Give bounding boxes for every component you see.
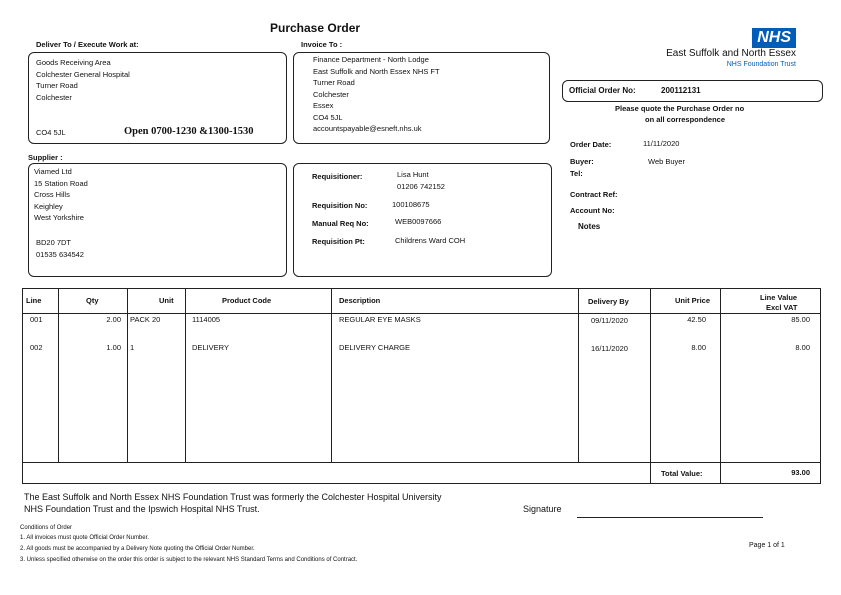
header-delivery-by: Delivery By: [588, 297, 629, 306]
notes-label: Notes: [578, 222, 601, 231]
invoice-email: accountspayable@esneft.nhs.uk: [313, 124, 422, 133]
header-line: Line: [26, 296, 42, 305]
requisition-no-label: Requisition No:: [312, 201, 368, 210]
invoice-to-address: [313, 54, 440, 135]
signature-line: [577, 517, 763, 518]
supplier-postcode: BD20 7DT: [36, 238, 72, 247]
requisition-pt-label: Requisition Pt:: [312, 237, 365, 246]
conditions-title: Conditions of Order: [20, 525, 73, 531]
address-line: Cross Hills: [34, 190, 70, 199]
column-divider: [331, 288, 332, 462]
row-2-code: DELIVERY: [192, 343, 229, 352]
address-line: East Suffolk and North Essex NHS FT: [313, 66, 440, 76]
supplier-box: [28, 163, 287, 277]
supplier-label: Supplier :: [28, 153, 63, 162]
order-number: 200112131: [661, 86, 701, 95]
requisitioner-phone: 01206 742152: [397, 182, 445, 191]
order-date: 11/11/2020: [643, 139, 680, 148]
column-divider: [185, 288, 186, 462]
quote-note-2: on all correspondence: [645, 115, 726, 124]
open-hours: Open 0700-1230 &1300-1530: [124, 126, 254, 137]
manual-req-no: WEB0097666: [395, 217, 442, 226]
row-1-line: 001: [30, 315, 43, 324]
address-line: Colchester: [36, 92, 72, 102]
row-2-qty: 1.00: [106, 343, 121, 352]
address-line: 15 Station Road: [34, 178, 88, 188]
condition-1: 1. All invoices must quote Official Order Number.: [20, 535, 149, 541]
address-line: Goods Receiving Area: [36, 58, 111, 67]
row-1-price: 42.50: [687, 315, 706, 324]
column-divider: [720, 288, 721, 484]
address-line: Finance Department - North Lodge: [313, 55, 429, 64]
table-total-divider: [22, 462, 821, 463]
requisitioner: Lisa Hunt: [397, 170, 429, 179]
order-number-box: [562, 80, 823, 102]
header-unit-price: Unit Price: [675, 296, 711, 305]
supplier-name: Viamed Ltd: [34, 167, 72, 176]
row-2-price: 8.00: [691, 343, 706, 352]
buyer: Web Buyer: [648, 157, 685, 166]
nhs-badge: NHS: [752, 28, 796, 48]
condition-2: 2. All goods must be accompanied by a Delivery Note quoting the Official Order Number.: [20, 546, 255, 552]
requisitioner-label: Requisitioner:: [312, 172, 363, 181]
row-2-unit: 1: [130, 343, 135, 352]
requisition-box: [293, 163, 552, 277]
row-1-value: 85.00: [791, 315, 810, 324]
header-unit: Unit: [159, 296, 174, 305]
header-qty: Qty: [86, 296, 99, 305]
quote-note-1: Please quote the Purchase Order no: [615, 104, 745, 113]
buyer-label: Buyer:: [570, 157, 594, 166]
table-header-divider: [22, 313, 821, 314]
deliver-to-postcode: CO4 5JL: [36, 128, 66, 137]
tel-label: Tel:: [570, 169, 583, 178]
deliver-to-box: [28, 52, 287, 144]
address-line: Turner Road: [36, 81, 78, 90]
logo-sub-name: NHS Foundation Trust: [726, 61, 796, 68]
deliver-to-address: [36, 57, 130, 103]
address-line: Colchester General Hospital: [36, 69, 130, 79]
invoice-to-box: [293, 52, 550, 144]
row-2-line: 002: [30, 343, 43, 352]
address-line: West Yorkshire: [34, 213, 84, 222]
signature-label: Signature: [523, 504, 562, 514]
row-1-code: 1114005: [192, 315, 221, 324]
contract-ref-label: Contract Ref:: [570, 190, 618, 199]
total-label: Total Value:: [661, 469, 703, 478]
deliver-to-label: Deliver To / Execute Work at:: [36, 40, 139, 49]
address-line: Turner Road: [313, 78, 355, 87]
supplier-phone: 01535 634542: [36, 250, 84, 259]
requisition-pt: Childrens Ward COH: [395, 236, 466, 245]
header-excl-vat: Excl VAT: [766, 303, 798, 312]
column-divider: [578, 288, 579, 462]
page-number: Page 1 of 1: [749, 542, 785, 549]
page-title: Purchase Order: [270, 21, 361, 35]
row-1-delivery: 09/11/2020: [591, 316, 628, 325]
column-divider: [650, 288, 651, 484]
row-2-description: DELIVERY CHARGE: [339, 343, 410, 352]
header-line-value: Line Value: [760, 293, 798, 302]
invoice-to-label: Invoice To :: [301, 40, 343, 49]
row-1-qty: 2.00: [106, 315, 121, 324]
manual-req-label: Manual Req No:: [312, 219, 369, 228]
condition-3: 3. Unless specified otherwise on the order this order is subject to the relevant NHS Standard Terms and Conditions of Contract.: [20, 557, 358, 563]
supplier-address: [34, 166, 88, 224]
trust-statement-2: NHS Foundation Trust and the Ipswich Hospital NHS Trust.: [24, 504, 260, 514]
address-line: Essex: [313, 101, 334, 110]
row-2-delivery: 16/11/2020: [591, 344, 628, 353]
requisition-no: 100108675: [392, 200, 430, 209]
row-1-unit: PACK 20: [130, 315, 161, 324]
account-no-label: Account No:: [570, 206, 615, 215]
address-line: CO4 5JL: [313, 112, 343, 122]
total-value: 93.00: [791, 468, 810, 477]
row-2-value: 8.00: [795, 343, 810, 352]
logo-org-name: East Suffolk and North Essex: [666, 48, 796, 59]
column-divider: [127, 288, 128, 462]
header-description: Description: [339, 296, 381, 305]
order-date-label: Order Date:: [570, 140, 612, 149]
order-number-label: Official Order No:: [569, 86, 636, 95]
trust-statement-1: The East Suffolk and North Essex NHS Foundation Trust was formerly the Colchester Hospital University: [24, 492, 442, 502]
address-line: Keighley: [34, 201, 63, 211]
header-product-code: Product Code: [222, 296, 272, 305]
nhs-logo: [640, 28, 800, 72]
row-1-description: REGULAR EYE MASKS: [339, 315, 421, 324]
address-line: Colchester: [313, 89, 349, 99]
column-divider: [58, 288, 59, 462]
